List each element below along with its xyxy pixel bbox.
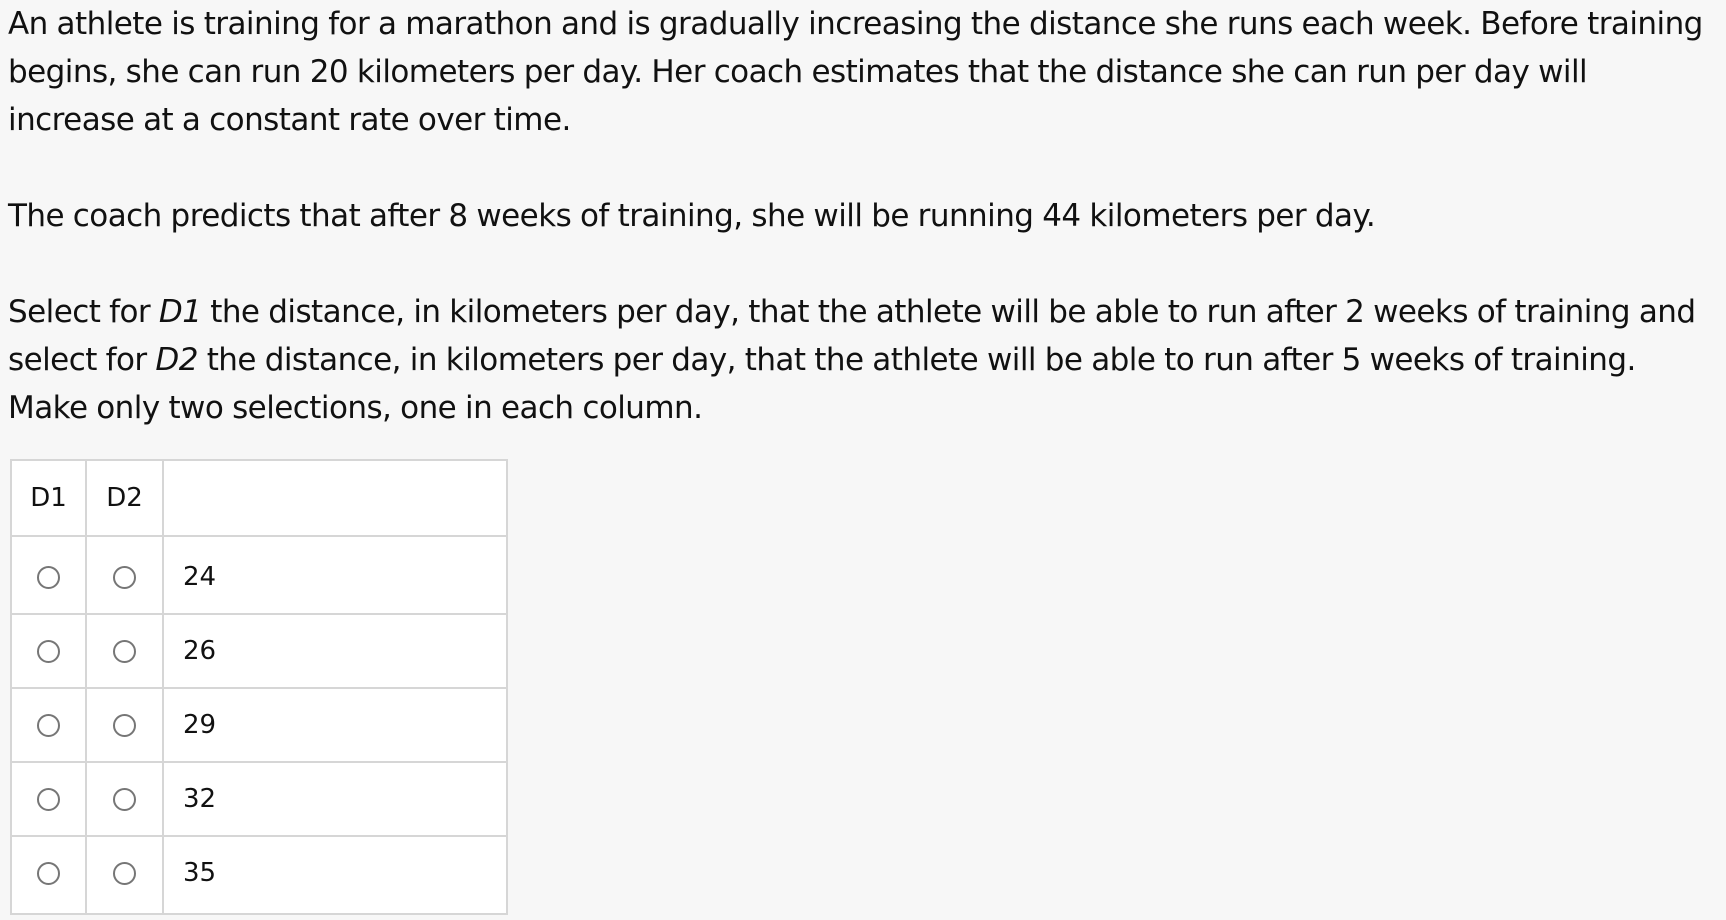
option-value: 35 [163,836,507,914]
d2-radio-32[interactable] [113,788,136,811]
option-value: 26 [163,614,507,688]
option-value: 24 [163,536,507,614]
question-paragraph-1: An athlete is training for a marathon and is gradually increasing the distance she runs each week. Before training begins, she can run 20 kilometers per day. Her coach estimates that the distance she can run per day will increase at a constant rate over time. [8,6,1703,138]
table-row [11,536,507,614]
d2-radio-29[interactable] [113,714,136,737]
d1-column-header: D1 [11,460,86,536]
d1-radio-cell [11,836,86,914]
d2-radio-24[interactable] [113,566,136,589]
d2-radio-cell [86,762,163,836]
d2-radio-cell [86,836,163,914]
option-value: 29 [163,688,507,762]
d1-radio-35[interactable] [37,862,60,885]
d2-inline-label: D2 [155,342,198,378]
d1-inline-label: D1 [158,294,202,330]
instruction-text-2: the distance, in kilometers per day, that the athlete will be able to run after 2 weeks of training and select for [8,294,1696,378]
table-row [11,688,507,762]
d1-radio-26[interactable] [37,640,60,663]
d2-radio-cell [86,688,163,762]
d2-radio-26[interactable] [113,640,136,663]
table-row [11,614,507,688]
d1-radio-24[interactable] [37,566,60,589]
d2-radio-cell [86,614,163,688]
d2-column-header: D2 [86,460,163,536]
d1-radio-29[interactable] [37,714,60,737]
answer-table [10,459,508,915]
value-column-header [163,460,507,536]
d1-radio-32[interactable] [37,788,60,811]
question-paragraph-2: The coach predicts that after 8 weeks of training, she will be running 44 kilometers per day. [8,198,1376,234]
table-row [11,762,507,836]
d2-radio-35[interactable] [113,862,136,885]
d1-radio-cell [11,688,86,762]
table-row [11,836,507,914]
instruction-text-1: Select for [8,294,159,330]
answer-table-header [11,460,507,536]
d2-radio-cell [86,536,163,614]
option-value: 32 [163,762,507,836]
question-body [8,0,1720,432]
instruction-text-3: the distance, in kilometers per day, that the athlete will be able to run after 5 weeks of training. Make only two selections, one in each column. [8,342,1636,426]
d1-radio-cell [11,614,86,688]
d1-radio-cell [11,536,86,614]
d1-radio-cell [11,762,86,836]
question-paragraph-3 [8,288,1720,432]
